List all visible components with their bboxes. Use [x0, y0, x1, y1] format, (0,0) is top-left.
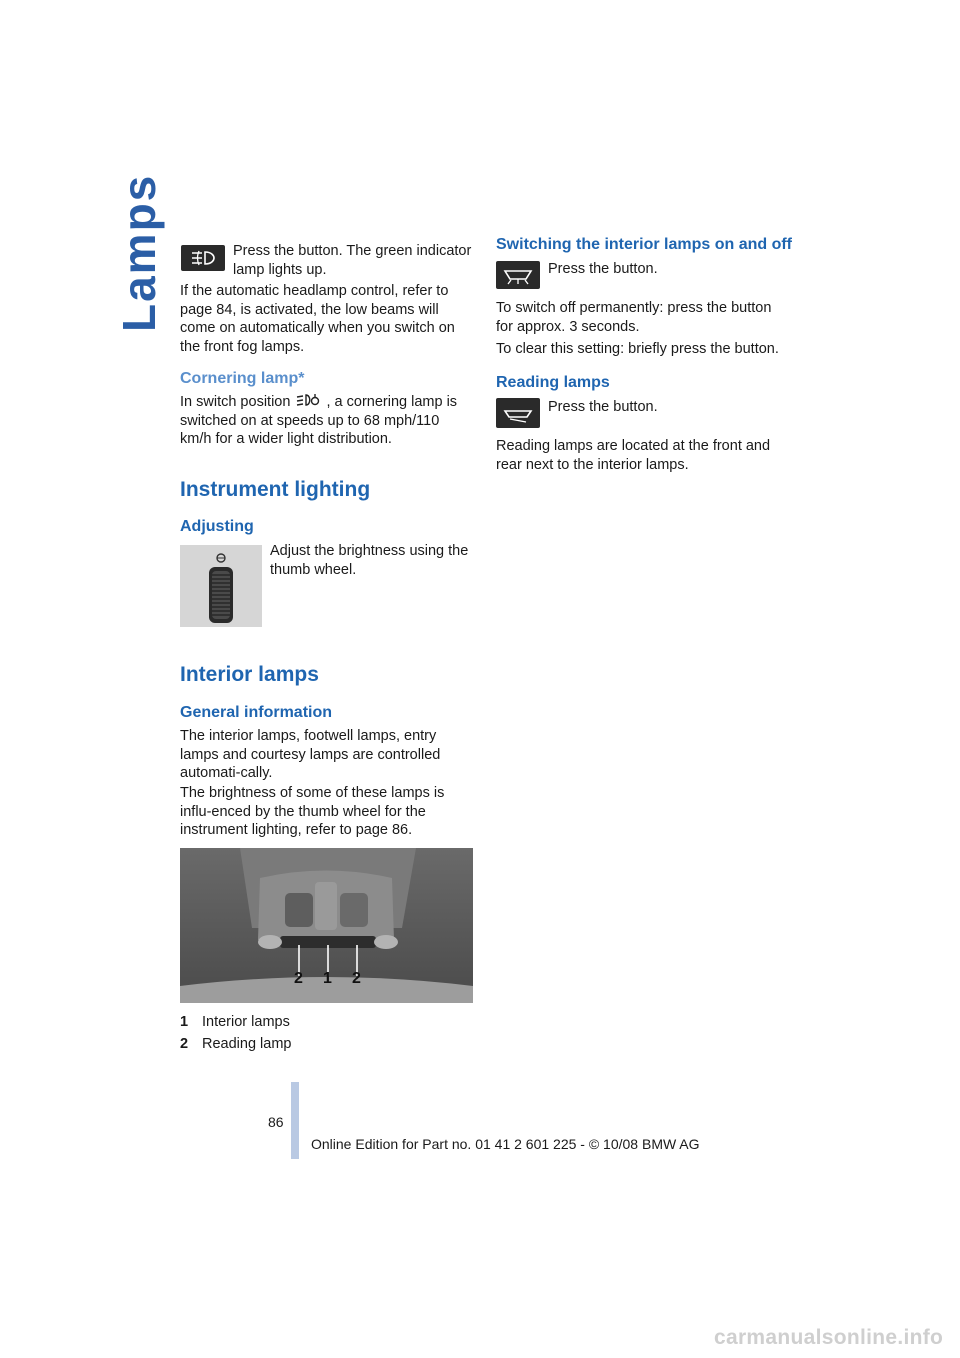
overhead-console-photo [180, 848, 473, 1003]
reading-instruction: Press the button. [548, 399, 658, 415]
edition-note: Online Edition for Part no. 01 41 2 601 225 - © 10/08 BMW AG [311, 1136, 700, 1152]
instrument-lighting-heading: Instrument lighting [180, 478, 371, 501]
interior-lamp-button-icon [496, 261, 540, 289]
legend-item: 1 Interior lamps [180, 1014, 290, 1030]
footer-accent-bar [291, 1082, 299, 1159]
reading-lamps-paragraph: Reading lamps are located at the front and rear next to the interior lamps. [496, 438, 771, 473]
page-number: 86 [268, 1114, 284, 1130]
adjusting-heading: Adjusting [180, 518, 254, 535]
legend-item: 2 Reading lamp [180, 1036, 292, 1052]
adjusting-instruction: Adjust the brightness using the thumb wheel. [270, 543, 469, 578]
cornering-lamp-paragraph: In switch position , a cornering lamp is switched on at speeds up to 68 mph/110 km/h for a wider light distribution. [180, 394, 458, 447]
cornering-lamp-heading: Cornering lamp* [180, 370, 305, 387]
callout-label: 2 [352, 970, 361, 987]
fog-lamp-button-icon [181, 245, 225, 271]
section-title: Lamps [113, 173, 165, 332]
general-paragraph-2: The brightness of some of these lamps is influ-enced by the thumb wheel for the instrument lighting, refer to page 86. [180, 785, 445, 838]
headlamp-switch-icon [296, 392, 320, 406]
general-paragraph-1: The interior lamps, footwell lamps, entry lamps and courtesy lamps are controlled automati-cally. [180, 728, 441, 781]
clear-setting-paragraph: To clear this setting: briefly press the button. [496, 341, 779, 357]
reading-lamp-button-icon [496, 398, 540, 428]
reading-lamps-heading: Reading lamps [496, 374, 610, 391]
switching-instruction: Press the button. [548, 261, 658, 277]
thumb-wheel-image [180, 545, 262, 627]
callout-label: 2 [294, 970, 303, 987]
callout-label: 1 [323, 970, 332, 987]
watermark: carmanualsonline.info [714, 1326, 944, 1349]
fog-lamp-instruction: Press the button. The green indicator lamp lights up. [233, 243, 472, 278]
switching-interior-lamps-heading: Switching the interior lamps on and off [496, 236, 793, 253]
switch-off-paragraph: To switch off permanently: press the button for approx. 3 seconds. [496, 300, 772, 335]
interior-lamps-heading: Interior lamps [180, 663, 319, 686]
fog-lamp-paragraph: If the automatic headlamp control, refer to page 84, is activated, the low beams will come on automatically when you switch on the front fog lamps. [180, 283, 455, 355]
general-information-heading: General information [180, 704, 333, 721]
